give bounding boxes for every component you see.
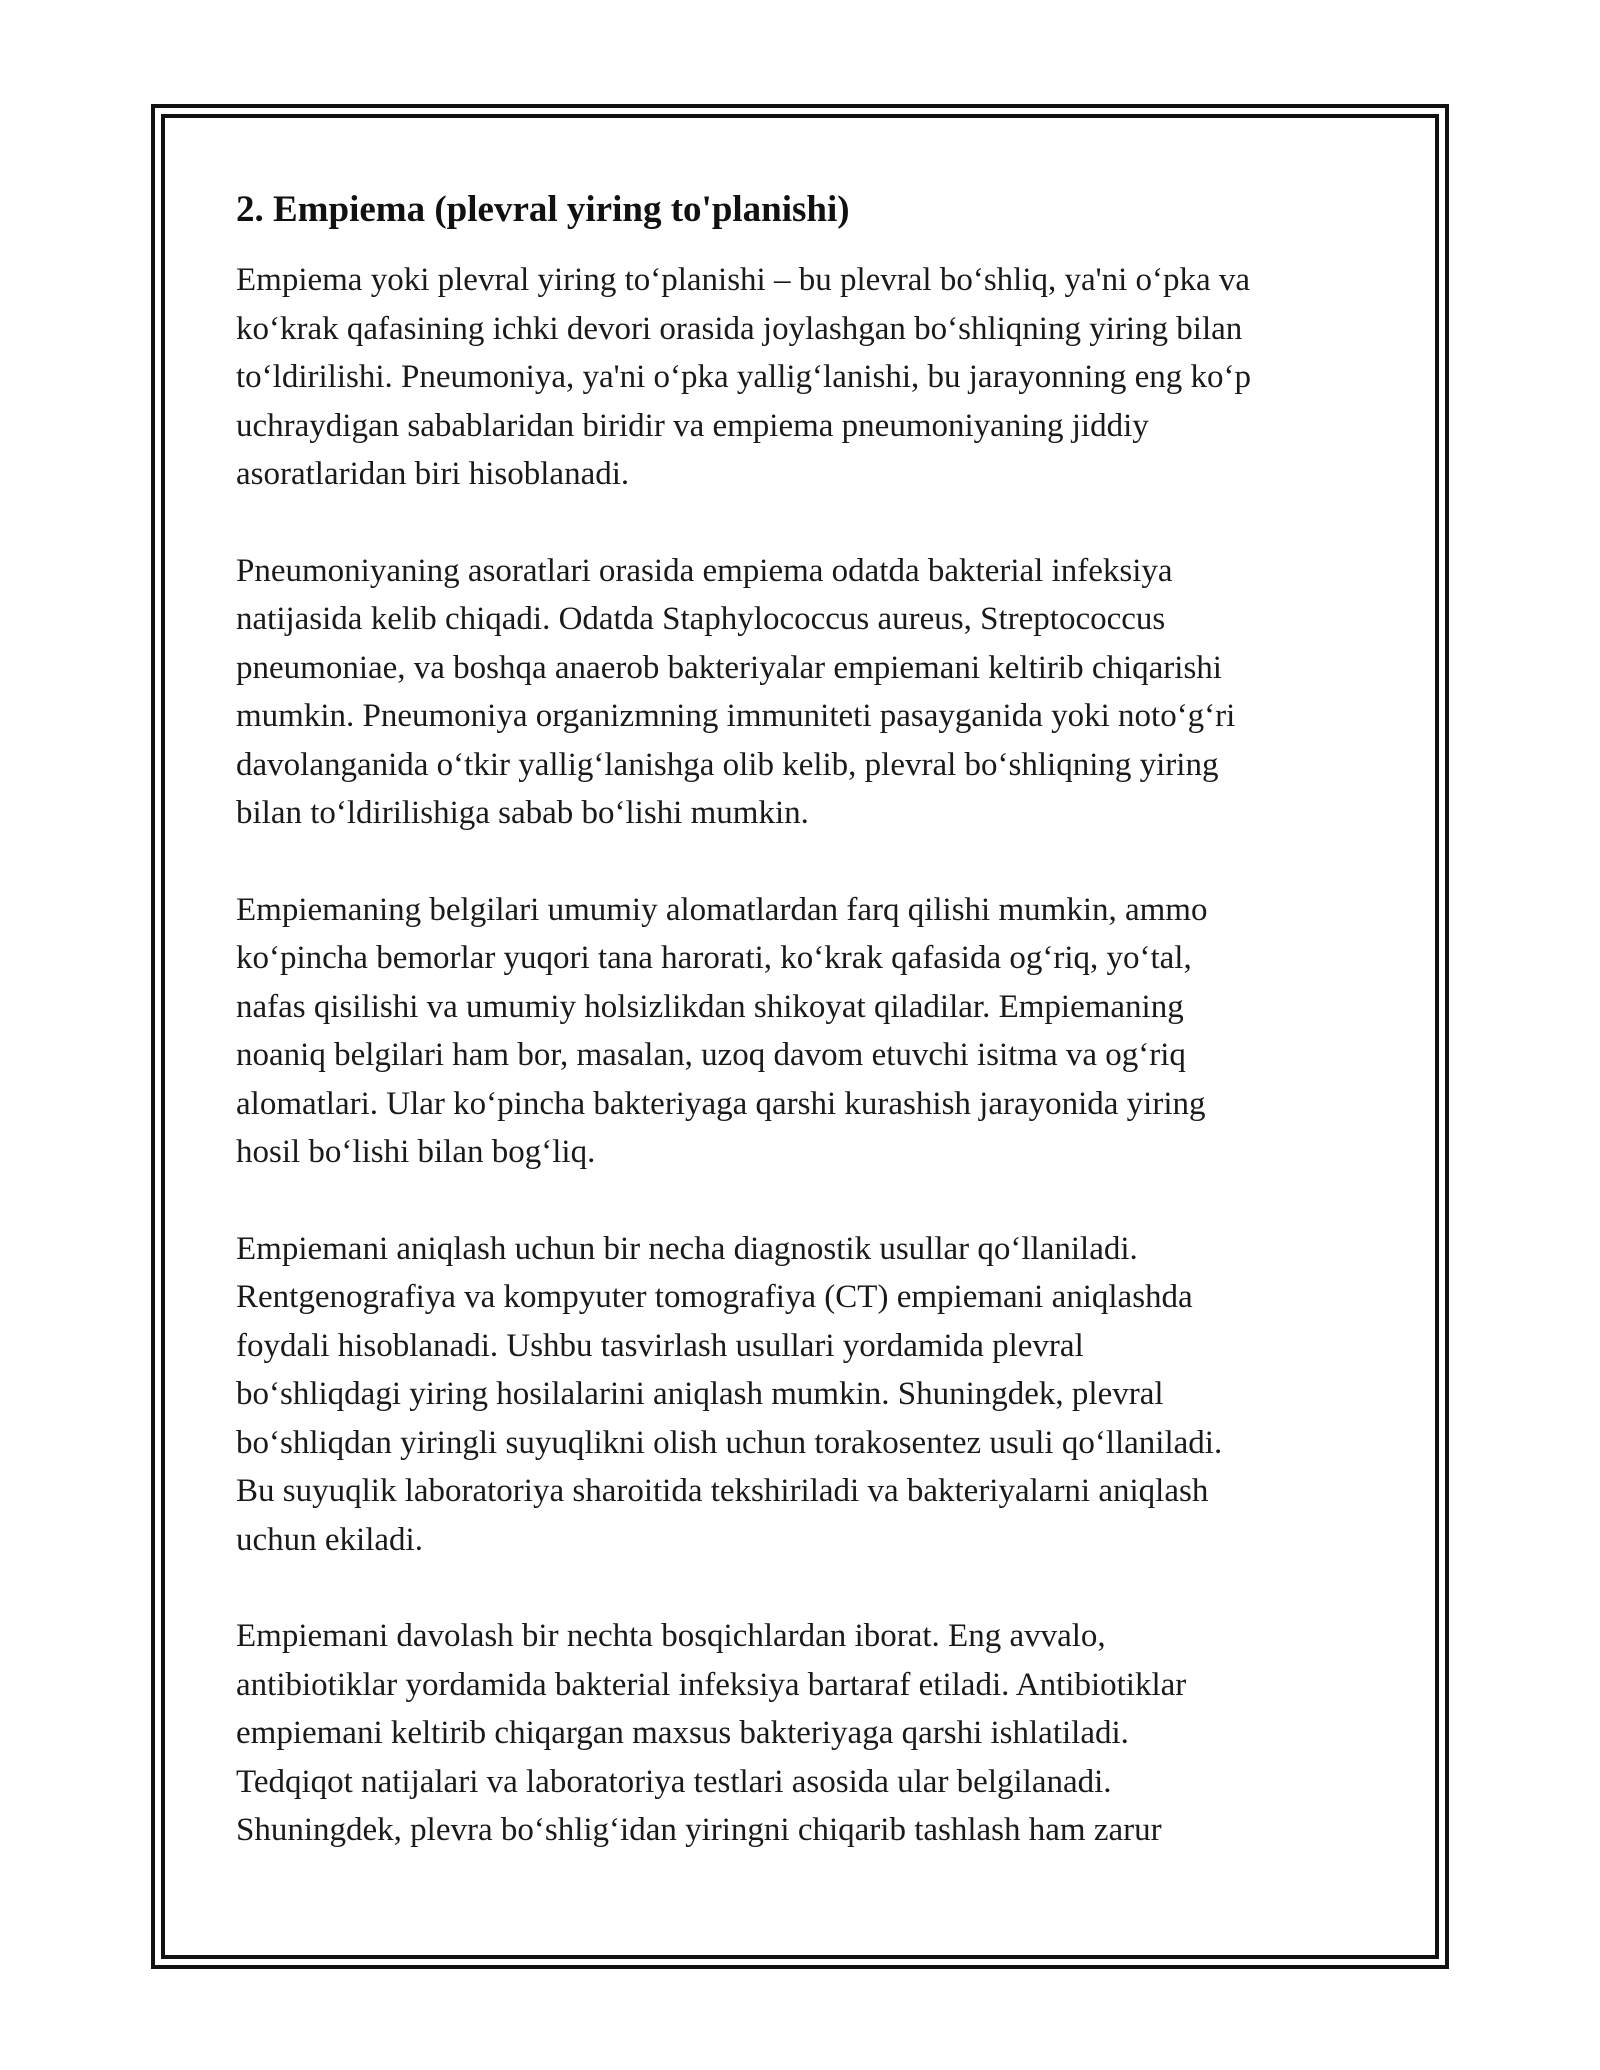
paragraph-line: ko‘pincha bemorlar yuqori tana harorati, ko‘krak qafasida og‘riq, yo‘tal, [236, 940, 1192, 976]
paragraph-line: Pneumoniyaning asoratlari orasida empiema odatda bakterial infeksiya [236, 552, 1173, 589]
paragraph-line: hosil bo‘lishi bilan bog‘liq. [236, 1134, 596, 1170]
paragraph-line: bilan to‘ldirilishiga sabab bo‘lishi mumkin. [236, 795, 809, 831]
paragraph-2 [236, 547, 1376, 838]
paragraph-line: antibiotiklar yordamida bakterial infeksiya bartaraf etiladi. Antibiotiklar [236, 1666, 1187, 1703]
paragraph-line: natijasida kelib chiqadi. Odatda Staphylococcus aureus, Streptococcus [236, 601, 1166, 637]
paragraph-line: to‘ldirilishi. Pneumoniya, ya'ni o‘pka yallig‘lanishi, bu jarayonning eng ko‘p [236, 359, 1252, 395]
paragraph-line: Shuningdek, plevra bo‘shlig‘idan yiringni chiqarib tashlash ham zarur [236, 1812, 1162, 1848]
paragraph-line: empiemani keltirib chiqargan maxsus bakteriyaga qarshi ishlatiladi. [236, 1715, 1129, 1751]
paragraph-line: noaniq belgilari ham bor, masalan, uzoq davom etuvchi isitma va og‘riq [236, 1037, 1186, 1073]
paragraph-4 [236, 1225, 1376, 1565]
paragraph-line: Bu suyuqlik laboratoriya sharoitida tekshiriladi va bakteriyalarni aniqlash [236, 1473, 1209, 1509]
paragraph-line: bo‘shliqdan yiringli suyuqlikni olish uchun torakosentez usuli qo‘llaniladi. [236, 1424, 1223, 1461]
document-content [236, 186, 1376, 1903]
paragraph-line: Empiemaning belgilari umumiy alomatlardan farq qilishi mumkin, ammo [236, 891, 1208, 928]
paragraph-line: Rentgenografiya va kompyuter tomografiya (CT) empiemani aniqlashda [236, 1279, 1193, 1315]
paragraph-3 [236, 886, 1376, 1177]
section-title: 2. Empiema (plevral yiring to'planishi) [236, 189, 850, 230]
paragraph-line: foydali hisoblanadi. Ushbu tasvirlash usullari yordamida plevral [236, 1327, 1084, 1364]
paragraph-5 [236, 1612, 1376, 1855]
paragraph-line: davolanganida o‘tkir yallig‘lanishga olib kelib, plevral bo‘shliqning yiring [236, 746, 1219, 783]
paragraph-line: alomatlari. Ular ko‘pincha bakteriyaga qarshi kurashish jarayonida yiring [236, 1085, 1206, 1122]
paragraph-line: Empiemani davolash bir nechta bosqichlardan iborat. Eng avvalo, [236, 1618, 1106, 1654]
paragraph-line: pneumoniae, va boshqa anaerob bakteriyalar empiemani keltirib chiqarishi [236, 649, 1222, 686]
paragraph-line: Tedqiqot natijalari va laboratoriya testlari asosida ular belgilanadi. [236, 1763, 1112, 1800]
paragraph-line: nafas qisilishi va umumiy holsizlikdan shikoyat qiladilar. Empiemaning [236, 988, 1184, 1025]
paragraph-1 [236, 256, 1376, 499]
paragraph-line: uchraydigan sabablaridan biridir va empiema pneumoniyaning jiddiy [236, 407, 1149, 444]
paragraph-line: ko‘krak qafasining ichki devori orasida joylashgan bo‘shliqning yiring bilan [236, 310, 1243, 347]
paragraph-line: Empiema yoki plevral yiring to‘planishi – bu plevral bo‘shliq, ya'ni o‘pka va [236, 262, 1251, 298]
paragraph-line: bo‘shliqdagi yiring hosilalarini aniqlash mumkin. Shuningdek, plevral [236, 1376, 1164, 1412]
paragraph-line: uchun ekiladi. [236, 1521, 423, 1558]
paragraph-line: mumkin. Pneumoniya organizmning immuniteti pasayganida yoki noto‘g‘ri [236, 698, 1236, 734]
paragraph-line: asoratlaridan biri hisoblanadi. [236, 456, 630, 492]
paragraph-line: Empiemani aniqlash uchun bir necha diagnostik usullar qo‘llaniladi. [236, 1230, 1138, 1267]
